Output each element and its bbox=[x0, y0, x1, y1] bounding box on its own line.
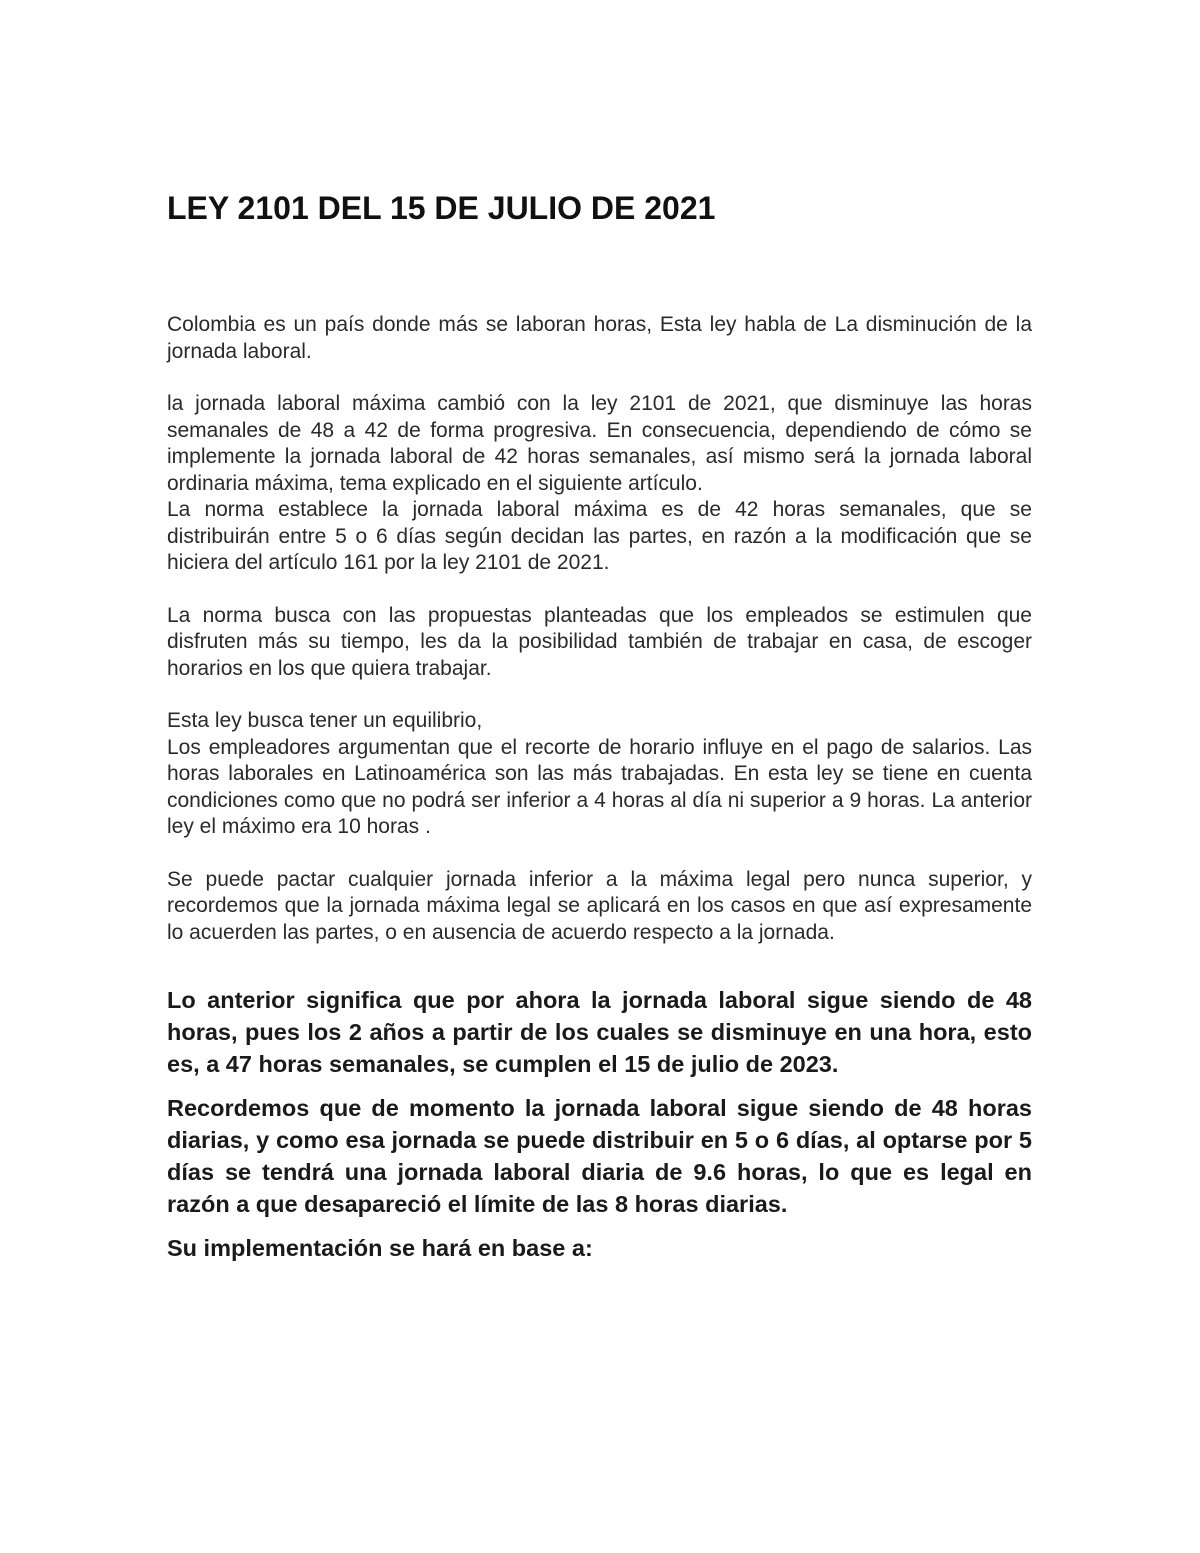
paragraph-jornada-maxima: la jornada laboral máxima cambió con la ley 2101 de 2021, que disminuye las horas semanales de 48 a 42 de forma progresiva. En consecuencia, dependiendo de cómo se implemente la jornada laboral de 42 horas semanales, así mismo será la jornada laboral ordinaria máxima, tema explicado en el siguiente artículo. bbox=[167, 392, 1032, 495]
document-title: LEY 2101 DEL 15 DE JULIO DE 2021 bbox=[167, 190, 716, 226]
bold-paragraph-recordemos: Recordemos que de momento la jornada laboral sigue siendo de 48 horas diarias, y como esa jornada se puede distribuir en 5 o 6 días, al optarse por 5 días se tendrá una jornada laboral diaria de 9.6 horas, lo que es legal en razón a que desapareció el límite de las 8 horas diarias. bbox=[167, 1095, 1032, 1217]
paragraph-norma-establece: La norma establece la jornada laboral máxima es de 42 horas semanales, que se distribuirán entre 5 o 6 días según decidan las partes, en razón a la modificación que se hiciera del artículo 161 por la ley 2101 de 2021. bbox=[167, 498, 1032, 574]
bold-paragraph-significado: Lo anterior significa que por ahora la jornada laboral sigue siendo de 48 horas, pues los 2 años a partir de los cuales se disminuye en una hora, esto es, a 47 horas semanales, se cumplen el 15 de julio de 2023. bbox=[167, 987, 1032, 1077]
bold-paragraph-implementacion: Su implementación se hará en base a: bbox=[167, 1235, 593, 1261]
paragraph-pactar-jornada: Se puede pactar cualquier jornada inferior a la máxima legal pero nunca superior, y recordemos que la jornada máxima legal se aplicará en los casos en que así expresamente lo acuerden las partes, o en ausencia de acuerdo respecto a la jornada. bbox=[167, 867, 1032, 944]
paragraph-equilibrio: Esta ley busca tener un equilibrio, bbox=[167, 709, 483, 732]
paragraph-norma-busca: La norma busca con las propuestas planteadas que los empleados se estimulen que disfruten más su tiempo, les da la posibilidad también de trabajar en casa, de escoger horarios en los que quiera trabajar. bbox=[167, 603, 1032, 680]
paragraph-intro: Colombia es un país donde más se laboran horas, Esta ley habla de La disminución de la jornada laboral. bbox=[167, 313, 1032, 363]
document-body bbox=[167, 190, 1032, 1264]
paragraph-empleadores: Los empleadores argumentan que el recorte de horario influye en el pago de salarios. Las horas laborales en Latinoamérica son las más trabajadas. En esta ley se tiene en cuenta condiciones como que no podrá ser inferior a 4 horas al día ni superior a 9 horas. La anterior ley el máximo era 10 horas . bbox=[167, 735, 1032, 838]
